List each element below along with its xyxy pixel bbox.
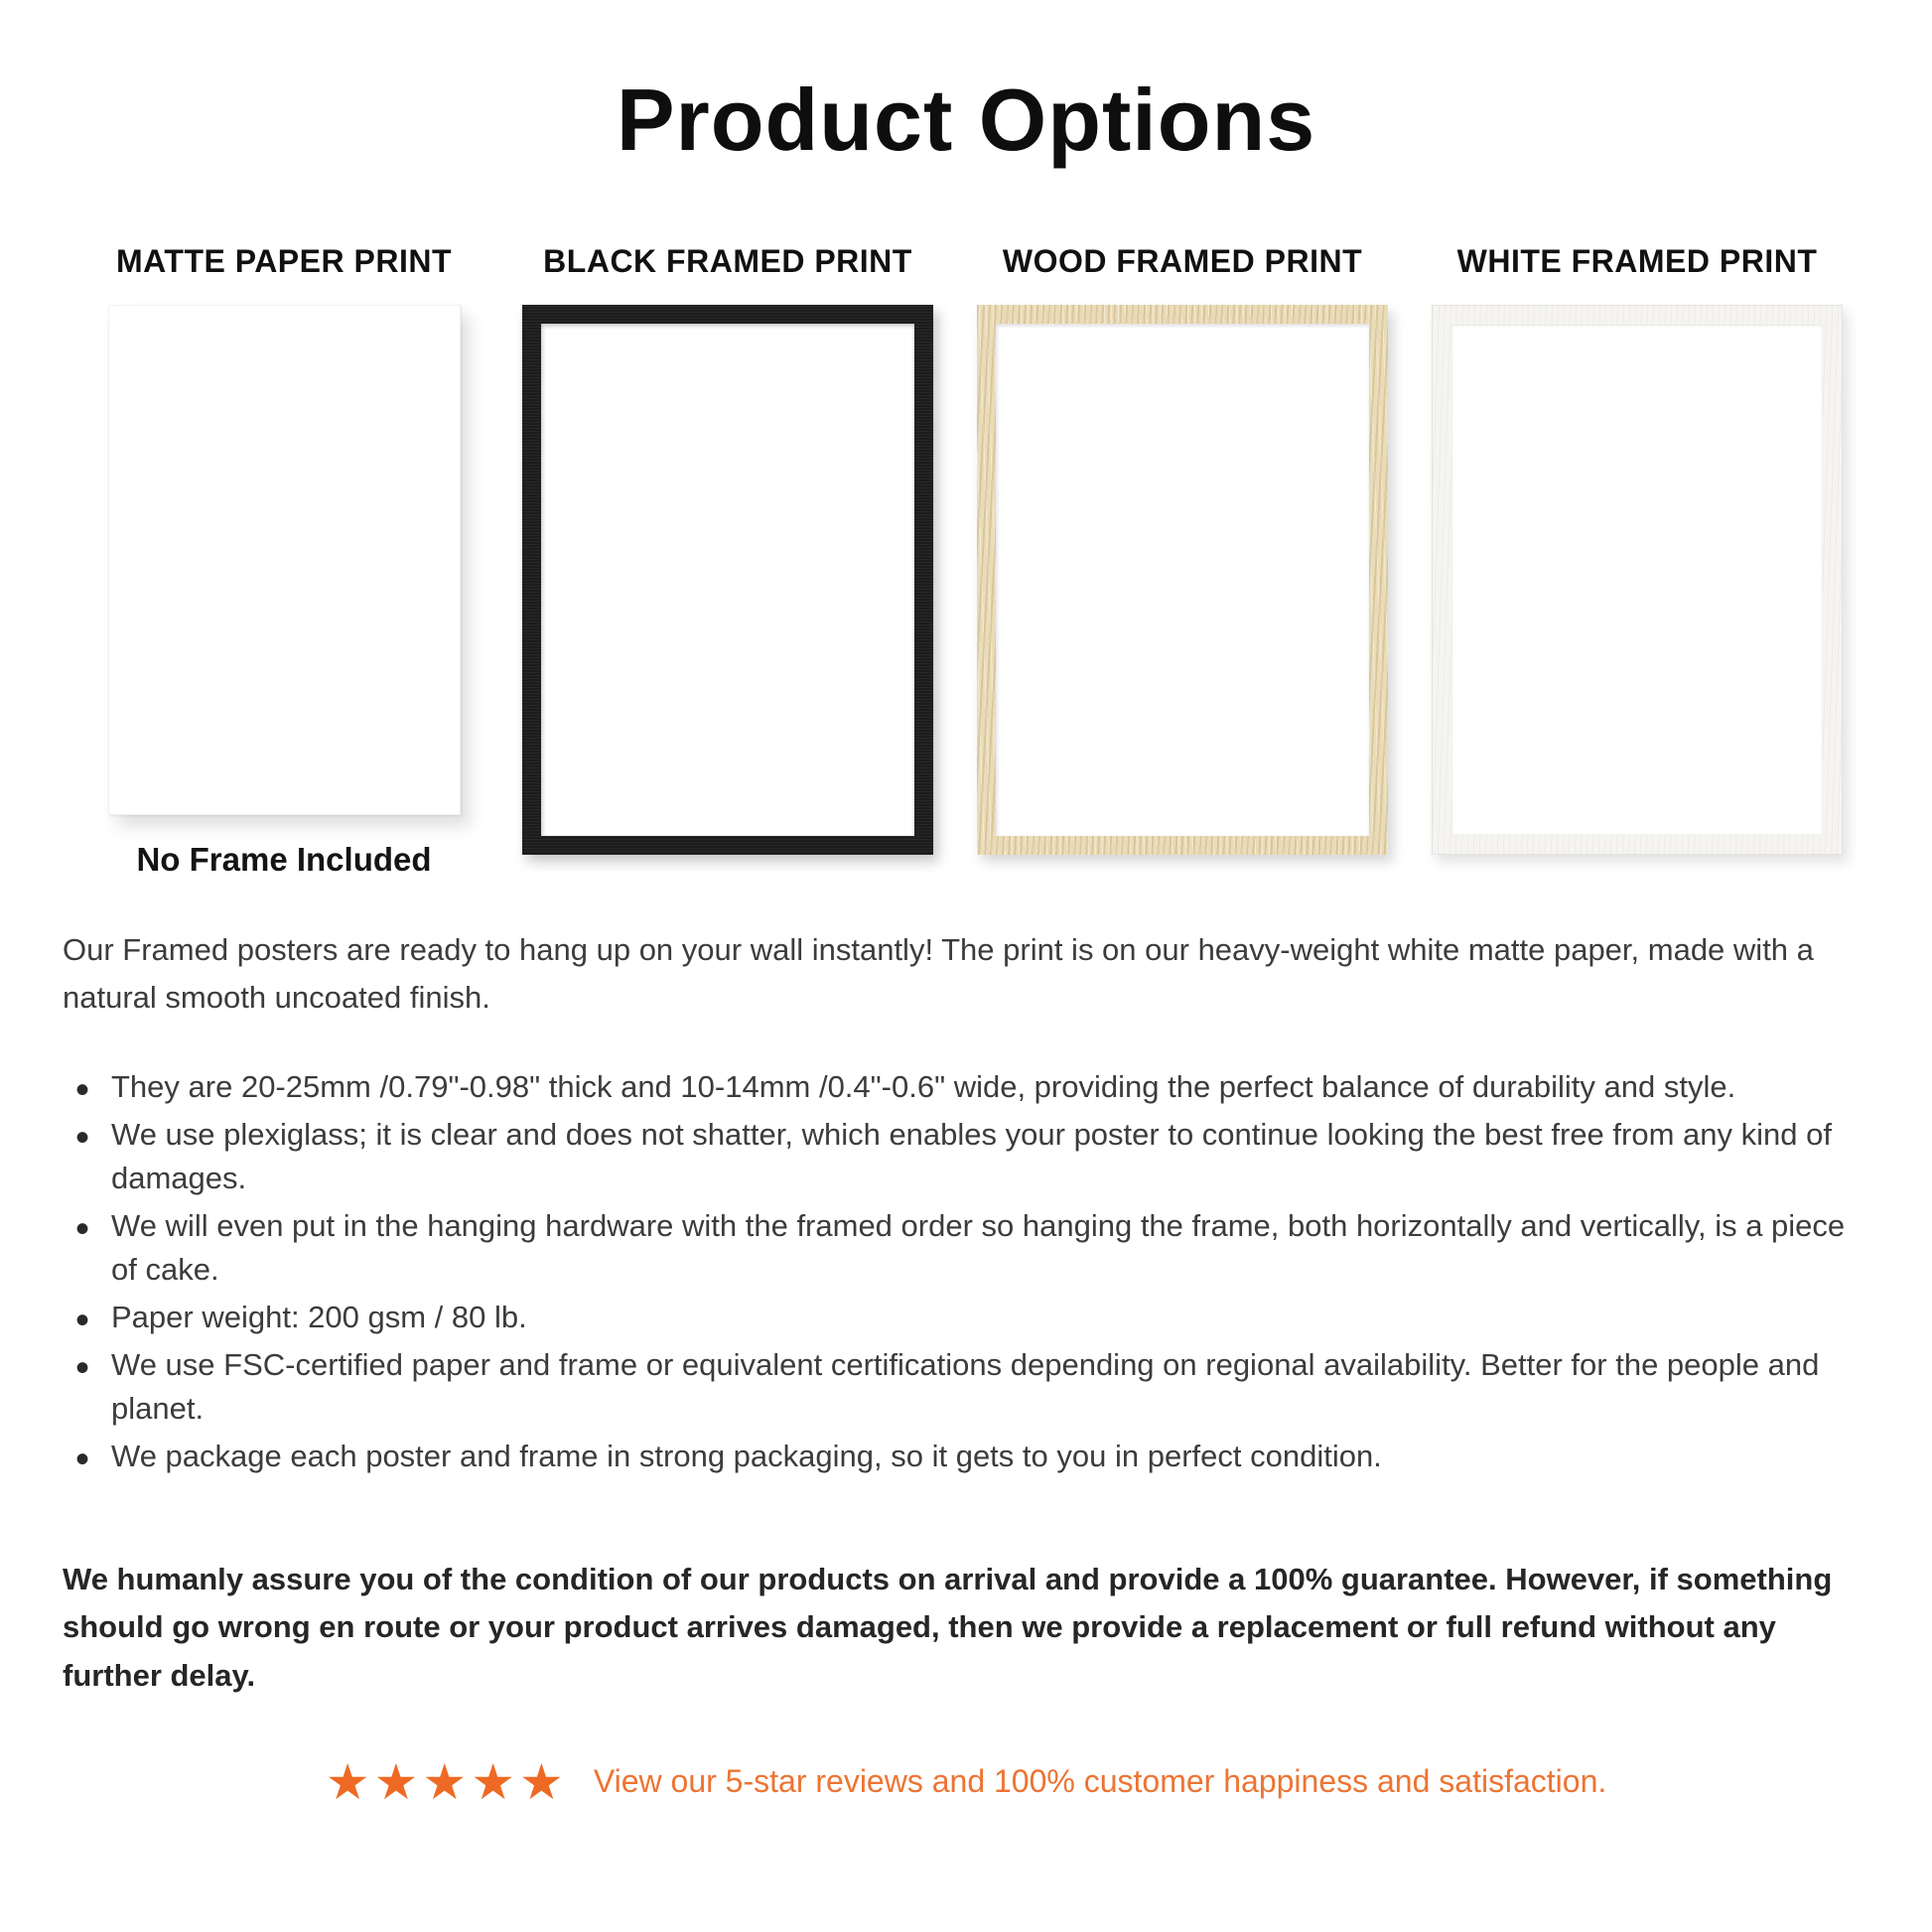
feature-item-paper-weight: • Paper weight: 200 gsm / 80 lb. xyxy=(71,1296,1866,1339)
no-frame-caption: No Frame Included xyxy=(136,841,432,879)
feature-item-hanging-hardware: • We will even put in the hanging hardware with the framed order so hanging the frame, both horizontally and vertically, is a piece of cake. xyxy=(71,1204,1866,1292)
option-column-wood-frame xyxy=(977,241,1388,855)
white-frame-inner-print xyxy=(1451,325,1823,835)
option-column-black-frame xyxy=(522,241,933,855)
five-star-rating-icon: ★★★★★ xyxy=(325,1752,568,1811)
matte-paper-print-image xyxy=(108,305,461,815)
reviews-text: View our 5-star reviews and 100% customer happiness and satisfaction. xyxy=(593,1763,1607,1800)
options-row xyxy=(0,241,1932,879)
black-frame-inner-print xyxy=(541,324,914,836)
guarantee-paragraph: We humanly assure you of the condition of our products on arrival and provide a 100% guarantee. However, if something should go wrong en route or your product arrives damaged, then we provide a replacement or full refund without any further delay. xyxy=(63,1562,1833,1693)
option-label-wood-frame: WOOD FRAMED PRINT xyxy=(1002,243,1363,280)
black-frame-image xyxy=(522,305,933,855)
white-frame-image xyxy=(1432,305,1843,855)
page-title: Product Options xyxy=(616,70,1316,169)
feature-item-plexiglass: • We use plexiglass; it is clear and does not shatter, which enables your poster to continue looking the best free from any kind of damages. xyxy=(71,1113,1866,1200)
option-label-black-frame: BLACK FRAMED PRINT xyxy=(543,243,912,280)
features-list xyxy=(71,1065,1866,1478)
option-column-matte-paper xyxy=(89,241,479,879)
feature-item-packaging: • We package each poster and frame in strong packaging, so it gets to you in perfect condition. xyxy=(71,1435,1866,1478)
wood-frame-image xyxy=(977,305,1388,855)
intro-paragraph: Our Framed posters are ready to hang up on your wall instantly! The print is on our heavy-weight white matte paper, made with a natural smooth uncoated finish. xyxy=(63,932,1814,1016)
feature-item-dimensions: • They are 20-25mm /0.79"-0.98" thick and 10-14mm /0.4"-0.6" wide, providing the perfect balance of durability and style. xyxy=(71,1065,1866,1109)
option-label-white-frame: WHITE FRAMED PRINT xyxy=(1456,243,1818,280)
feature-item-fsc-certified: • We use FSC-certified paper and frame or equivalent certifications depending on regional availability. Better for the people and planet. xyxy=(71,1343,1866,1431)
option-column-white-frame xyxy=(1432,241,1843,855)
option-label-matte-paper: MATTE PAPER PRINT xyxy=(116,243,452,280)
wood-frame-inner-print xyxy=(996,324,1369,836)
reviews-row xyxy=(0,1752,1932,1811)
